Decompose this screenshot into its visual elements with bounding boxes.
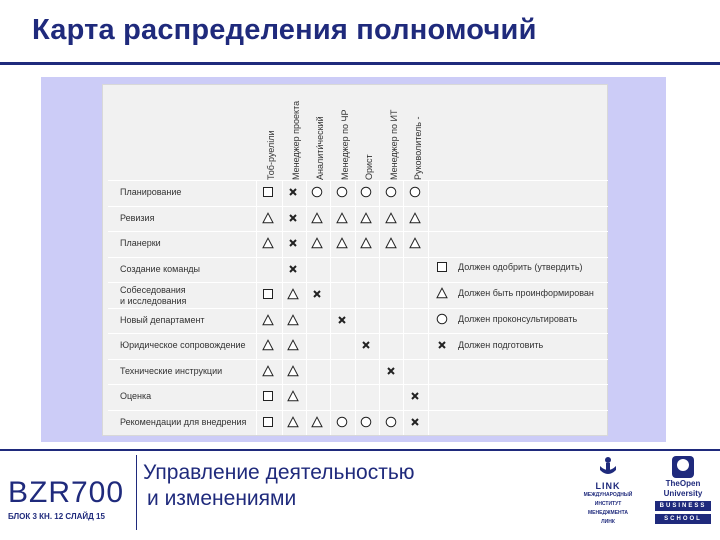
circle-icon — [385, 186, 397, 198]
circle-icon — [360, 186, 372, 198]
triangle-icon — [436, 287, 448, 299]
cross-icon — [287, 212, 299, 224]
cross-icon — [311, 288, 323, 300]
triangle-icon — [311, 416, 323, 428]
table-row — [108, 180, 608, 204]
triangle-icon — [409, 212, 421, 224]
link-line: ЛИНК — [601, 519, 615, 525]
square-icon — [262, 288, 274, 300]
triangle-icon — [336, 237, 348, 249]
row-label: Рекомендации для внедрения — [120, 416, 247, 427]
ou-shield-icon — [672, 456, 694, 478]
circle-icon — [436, 313, 448, 325]
circle-icon — [409, 186, 421, 198]
legend-label: Должен одобрить (утвердить) — [458, 262, 583, 272]
open-university-logo — [655, 456, 711, 528]
link-institute-logo — [578, 456, 638, 536]
course-title-line1: Управление деятельностью — [143, 461, 415, 484]
column-header — [385, 92, 401, 180]
footer-vertical-divider — [136, 455, 137, 530]
table-row — [108, 410, 608, 434]
row-label: Планирование — [120, 187, 182, 197]
triangle-icon — [409, 237, 421, 249]
table-row — [108, 384, 608, 408]
square-icon — [436, 261, 448, 273]
square-icon — [262, 186, 274, 198]
cross-icon — [409, 416, 421, 428]
triangle-icon — [336, 212, 348, 224]
column-header-label: Орист — [364, 154, 374, 180]
course-title — [143, 460, 415, 512]
legend-label: Должен проконсультировать — [458, 314, 578, 324]
row-label: Юридическое сопровождение — [120, 340, 246, 350]
cross-icon — [287, 263, 299, 275]
table-row — [108, 359, 608, 383]
column-header-label: Менеджер по ИТ — [389, 109, 399, 180]
triangle-icon — [311, 237, 323, 249]
triangle-icon — [385, 237, 397, 249]
slide-reference: БЛОК 3 КН. 12 СЛАЙД 15 — [8, 512, 105, 521]
course-code: BZR700 — [8, 476, 125, 509]
column-header — [262, 92, 278, 180]
row-label: Создание команды — [120, 263, 201, 274]
cross-icon — [409, 390, 421, 402]
ou-bar-school: SCHOOL — [655, 514, 711, 524]
triangle-icon — [287, 288, 299, 300]
square-icon — [262, 416, 274, 428]
triangle-icon — [262, 314, 274, 326]
triangle-icon — [262, 237, 274, 249]
row-label: Оценка — [120, 391, 152, 401]
legend-label: Должен подготовить — [458, 340, 544, 350]
cross-icon — [436, 339, 448, 351]
column-header — [336, 92, 352, 180]
triangle-icon — [287, 365, 299, 377]
cross-icon — [336, 314, 348, 326]
ou-name-line2: University — [663, 489, 703, 498]
circle-icon — [336, 186, 348, 198]
column-header-label: Менеджер по ЧР — [340, 109, 350, 180]
column-header — [287, 92, 303, 180]
row-label: Ревизия — [120, 212, 155, 223]
row-label: Собеседования и исследования — [120, 285, 187, 306]
column-header — [360, 92, 376, 180]
triangle-icon — [360, 237, 372, 249]
slide-title: Карта распределения полномочий — [32, 14, 537, 46]
triangle-icon — [262, 339, 274, 351]
row-label: Новый департамент — [120, 314, 205, 325]
circle-icon — [360, 416, 372, 428]
course-title-line2: и изменениями — [147, 487, 297, 510]
column-header — [409, 92, 425, 180]
ou-bar-business: BUSINESS — [655, 501, 711, 511]
triangle-icon — [385, 212, 397, 224]
triangle-icon — [311, 212, 323, 224]
triangle-icon — [262, 212, 274, 224]
cross-icon — [287, 186, 299, 198]
triangle-icon — [360, 212, 372, 224]
triangle-icon — [287, 339, 299, 351]
circle-icon — [311, 186, 323, 198]
table-row — [108, 231, 608, 255]
cross-icon — [287, 237, 299, 249]
footer-divider — [0, 449, 720, 451]
cross-icon — [385, 365, 397, 377]
table-row — [108, 206, 608, 230]
square-icon — [262, 390, 274, 402]
triangle-icon — [287, 416, 299, 428]
triangle-icon — [287, 314, 299, 326]
circle-icon — [336, 416, 348, 428]
legend-label: Должен быть проинформирован — [458, 288, 594, 298]
column-header-label: Руковолитель - — [413, 116, 423, 180]
row-label: Планерки — [120, 238, 161, 248]
triangle-icon — [262, 365, 274, 377]
link-line: МЕНЕДЖМЕНТА — [588, 510, 628, 516]
triangle-icon — [287, 390, 299, 402]
link-line: МЕЖДУНАРОДНЫЙ — [583, 492, 633, 498]
column-header-label: Тоб-руеліли — [266, 130, 276, 180]
title-divider — [0, 62, 720, 65]
column-header-label: Менеджер проекта — [291, 100, 301, 180]
column-header — [311, 92, 327, 180]
link-emblem-icon — [597, 456, 619, 480]
ou-name-line1: TheOpen — [665, 479, 701, 488]
column-header-label: Аналити́ческий — [315, 116, 325, 180]
row-label: Технические инструкции — [120, 365, 223, 376]
link-line: ИНСТИТУТ — [594, 501, 622, 507]
link-name: LINK — [595, 481, 621, 491]
circle-icon — [385, 416, 397, 428]
cross-icon — [360, 339, 372, 351]
